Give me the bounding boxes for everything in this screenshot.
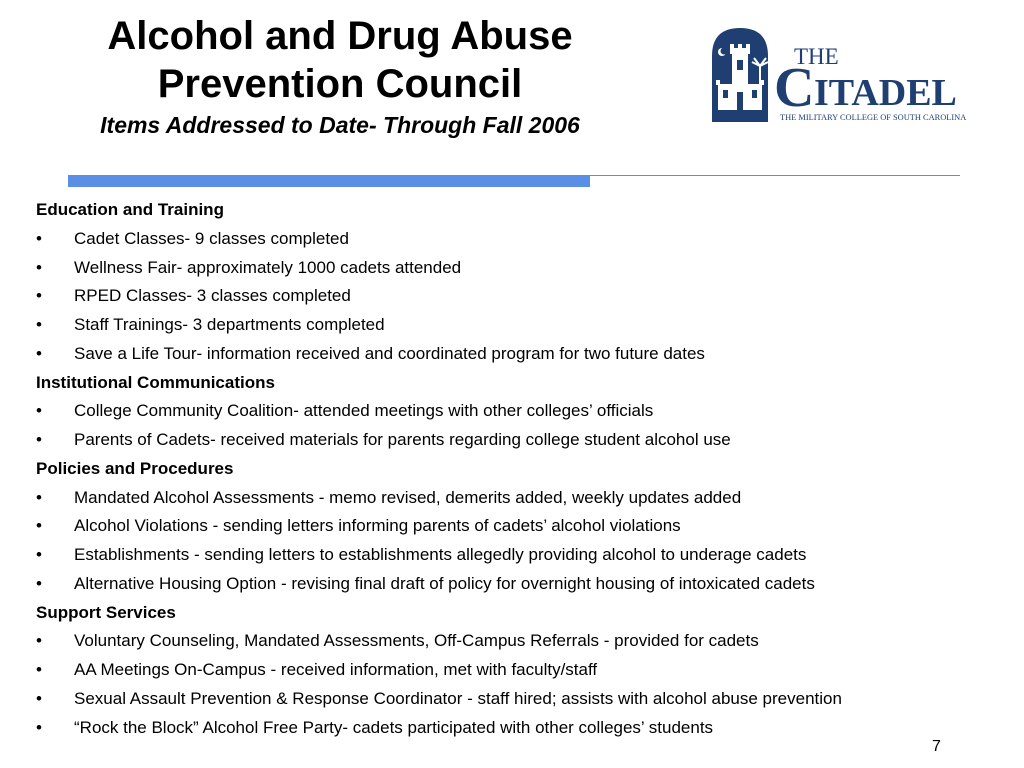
bullet-item xyxy=(36,397,996,426)
bullet-item xyxy=(36,685,996,714)
bullet-marker: • xyxy=(36,401,42,421)
page-subtitle: Items Addressed to Date- Through Fall 2006 xyxy=(100,112,580,138)
bullet-item xyxy=(36,225,996,254)
accent-rule-thin xyxy=(590,175,960,176)
bullet-marker: • xyxy=(36,573,42,593)
svg-text:ITADEL: ITADEL xyxy=(814,72,957,114)
bullet-marker: • xyxy=(36,516,42,536)
bullet-item xyxy=(36,311,996,340)
title-block xyxy=(20,12,660,140)
bullet-item xyxy=(36,254,996,283)
bullet-text: AA Meetings On-Campus - received information, met with faculty/staff xyxy=(74,660,598,679)
svg-text:THE MILITARY COLLEGE OF SOUTH: THE MILITARY COLLEGE OF SOUTH CAROLINA xyxy=(780,113,967,122)
bullet-text: Mandated Alcohol Assessments - memo revised, demerits added, weekly updates added xyxy=(74,487,742,507)
slide-content xyxy=(36,196,996,742)
bullet-marker: • xyxy=(36,660,42,679)
section-heading: Support Services xyxy=(36,602,176,622)
citadel-tower-icon xyxy=(710,26,986,124)
bullet-item xyxy=(36,484,996,513)
bullet-marker: • xyxy=(36,228,42,248)
bullet-text: Staff Trainings- 3 departments completed xyxy=(74,315,385,334)
bullet-item xyxy=(36,282,996,311)
section-heading: Institutional Communications xyxy=(36,372,275,392)
bullet-marker: • xyxy=(36,286,42,306)
bullet-text: Establishments - sending letters to establishments allegedly providing alcohol to underage cadets xyxy=(74,545,807,564)
bullet-item xyxy=(36,627,996,656)
svg-text:C: C xyxy=(774,57,815,119)
bullet-text: College Community Coalition- attended meetings with other colleges’ officials xyxy=(74,401,654,421)
bullet-marker: • xyxy=(36,631,42,651)
accent-rule-thick xyxy=(68,175,590,187)
section-heading: Policies and Procedures xyxy=(36,458,234,478)
bullet-text: Cadet Classes- 9 classes completed xyxy=(74,228,349,248)
bullet-item xyxy=(36,656,996,685)
bullet-marker: • xyxy=(36,487,42,507)
bullet-marker: • xyxy=(36,430,42,449)
bullet-marker: • xyxy=(36,717,42,737)
bullet-text: Sexual Assault Prevention & Response Coordinator - staff hired; assists with alcohol abuse prevention xyxy=(74,688,842,708)
bullet-text: Alcohol Violations - sending letters informing parents of cadets’ alcohol violations xyxy=(74,516,681,536)
bullet-text: RPED Classes- 3 classes completed xyxy=(74,286,351,306)
bullet-marker: • xyxy=(36,315,42,334)
bullet-text: Alternative Housing Option - revising final draft of policy for overnight housing of intoxicated cadets xyxy=(74,573,815,593)
bullet-marker: • xyxy=(36,257,42,277)
bullet-item xyxy=(36,570,996,599)
bullet-text: “Rock the Block” Alcohol Free Party- cadets participated with other colleges’ students xyxy=(74,717,714,737)
bullet-marker: • xyxy=(36,545,42,564)
bullet-text: Voluntary Counseling, Mandated Assessments, Off-Campus Referrals - provided for cadets xyxy=(74,631,759,651)
bullet-item xyxy=(36,512,996,541)
bullet-item xyxy=(36,340,996,369)
bullet-marker: • xyxy=(36,343,42,363)
bullet-text: Save a Life Tour- information received and coordinated program for two future dates xyxy=(74,343,705,363)
page-title-line-1: Alcohol and Drug Abuse xyxy=(107,14,573,58)
bullet-item xyxy=(36,714,996,743)
bullet-text: Parents of Cadets- received materials for parents regarding college student alcohol use xyxy=(74,430,731,449)
page-number: 7 xyxy=(932,738,941,755)
section-heading: Education and Training xyxy=(36,200,224,219)
bullet-text: Wellness Fair- approximately 1000 cadets attended xyxy=(74,257,462,277)
bullet-item xyxy=(36,426,996,455)
bullet-item xyxy=(36,541,996,570)
page-title-line-2: Prevention Council xyxy=(157,62,523,106)
citadel-logo xyxy=(710,26,986,124)
svg-text:THE: THE xyxy=(794,44,839,69)
bullet-marker: • xyxy=(36,688,42,708)
